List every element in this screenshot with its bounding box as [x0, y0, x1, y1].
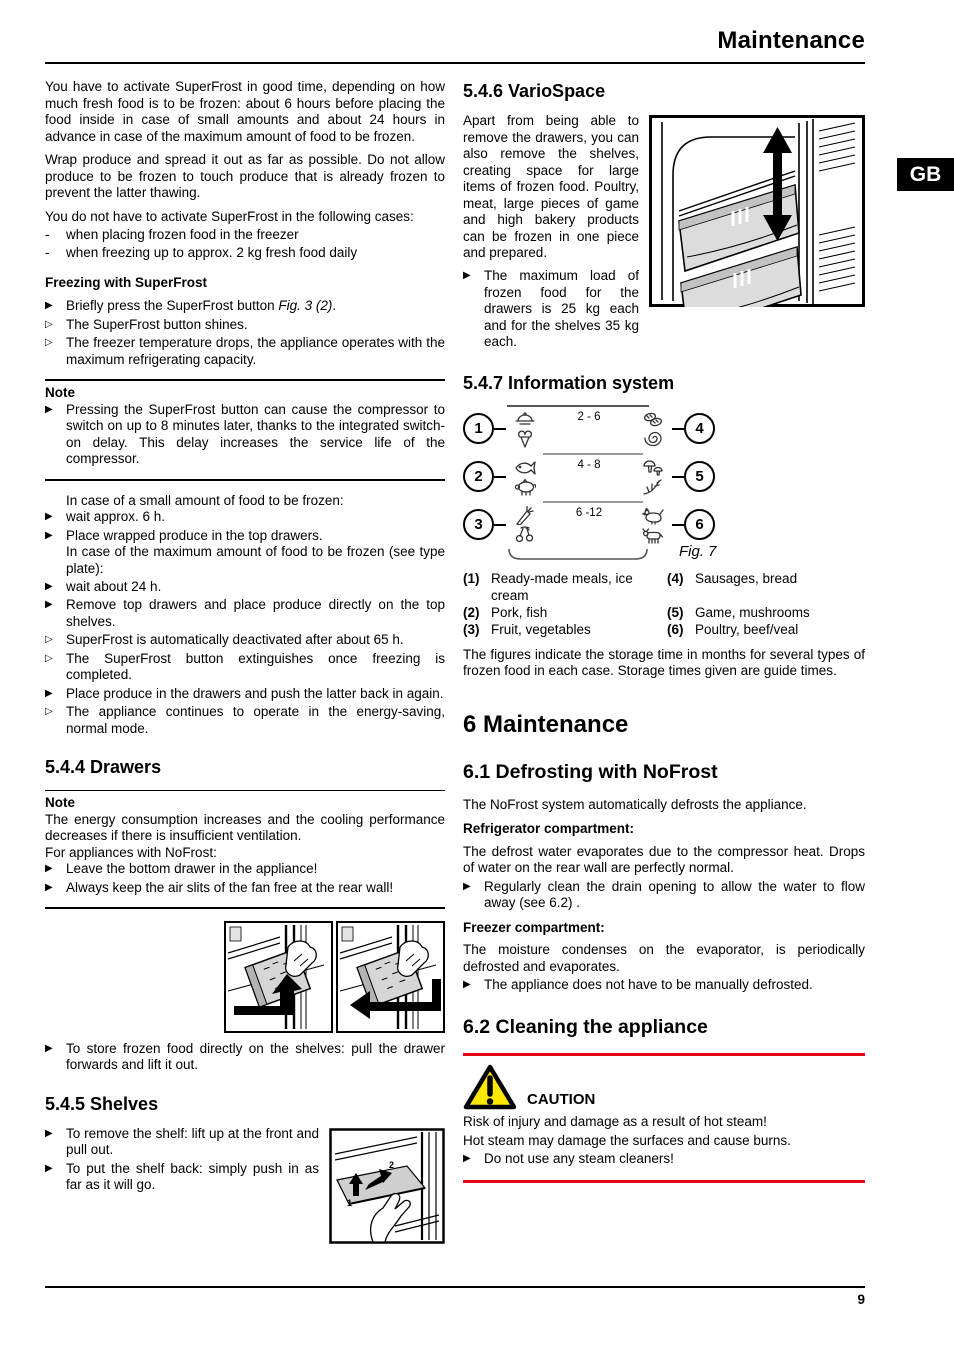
- action-item: ▶ Remove top drawers and place produce directly on the top shelves.: [45, 597, 445, 629]
- action-item: ▶ To put the shelf back: simply push in as far as it will go.: [45, 1160, 319, 1193]
- footer-rule: [45, 1286, 865, 1288]
- action-marker-icon: ▶: [463, 270, 471, 282]
- action-marker-icon: ▶: [45, 687, 53, 699]
- mushrooms-icon: [642, 458, 664, 477]
- legend-item: (1) Ready-made meals, ice cream: [463, 571, 633, 603]
- legend-item: (6) Poultry, beef/veal: [667, 622, 799, 638]
- action-item: ▶ Leave the bottom drawer in the appliance!: [45, 861, 318, 877]
- result-item: ▷ SuperFrost is automatically deactivated after about 65 h.: [45, 632, 404, 648]
- antler-icon: [642, 477, 664, 496]
- legend-item: (5) Game, mushrooms: [667, 604, 810, 620]
- action-marker-icon: ▶: [463, 979, 471, 991]
- dash-marker: -: [45, 245, 50, 261]
- action-marker-icon: ▶: [45, 1042, 53, 1054]
- action-item: ▶ To remove the shelf: lift up at the front and pull out.: [45, 1125, 319, 1158]
- action-item: [45, 298, 445, 314]
- action-text: Place wrapped produce in the top drawers. In case of the maximum amount of food to be frozen (see type plate):: [66, 527, 445, 576]
- circled-number: 4: [684, 413, 715, 444]
- legend-item: (3) Fruit, vegetables: [463, 622, 591, 638]
- cherries-icon: [514, 525, 536, 544]
- pig-icon: [514, 477, 536, 496]
- result-marker-icon: ▷: [45, 652, 53, 664]
- language-badge: GB: [897, 158, 954, 191]
- cattle-icon: [642, 525, 664, 544]
- bread-rolls-icon: [642, 410, 664, 429]
- action-item: ▶ Pressing the SuperFrost button can cause the compressor to switch on up to 8 minutes later, thanks to the integrated switch-on delay. This delay increases the service life of the compressor.: [45, 401, 445, 467]
- action-marker-icon: ▶: [45, 529, 53, 541]
- legend-item: (4) Sausages, bread: [667, 571, 798, 587]
- freezing-heading: Freezing with SuperFrost: [45, 274, 208, 290]
- result-marker-icon: ▷: [45, 337, 53, 349]
- drawer-removal-figure: [224, 921, 445, 1033]
- ice-cream-icon: [514, 429, 536, 448]
- figure-reference: Fig. 3 (2): [278, 298, 333, 314]
- figure-legend: [463, 571, 865, 639]
- paragraph: Wrap produce and spread it out as far as possible. Do not allow produce to be frozen to touch produce that is already frozen to prevent the latter thawing.: [45, 152, 445, 201]
- compartment-label: Refrigerator compartment:: [463, 821, 635, 837]
- variospace-figure: [649, 115, 865, 307]
- action-marker-icon: ▶: [45, 403, 53, 415]
- result-marker-icon: ▷: [45, 706, 53, 718]
- chapter-heading-maintenance: 6 Maintenance: [463, 710, 629, 738]
- action-item: ▶ Do not use any steam cleaners!: [463, 1151, 674, 1167]
- shelf-removal-figure: [329, 1128, 445, 1244]
- action-marker-icon: ▶: [45, 863, 53, 875]
- action-item: ▶ To store frozen food directly on the shelves: pull the drawer forwards and lift it out.: [45, 1040, 445, 1073]
- action-item: ▶ Always keep the air slits of the fan free at the rear wall!: [45, 879, 394, 895]
- carrot-icon: [514, 506, 536, 525]
- diagram-bottom-brace: [507, 548, 649, 561]
- circled-number: 5: [684, 461, 715, 492]
- circled-number: 1: [463, 413, 494, 444]
- action-marker-icon: ▶: [45, 580, 53, 592]
- section-heading-variospace: 5.4.6 VarioSpace: [463, 81, 606, 102]
- action-item: ▶ Place produce in the drawers and push the latter back in again.: [45, 685, 444, 701]
- action-text: Briefly press the SuperFrost button Fig. 3 (2).: [66, 298, 337, 314]
- header-rule: [45, 62, 865, 64]
- poultry-icon: [642, 506, 664, 525]
- action-marker-icon: ▶: [45, 881, 53, 893]
- action-marker-icon: ▶: [45, 599, 53, 611]
- circled-number: 6: [684, 509, 715, 540]
- action-item: ▶ wait about 24 h.: [45, 578, 162, 594]
- fish-icon: [514, 458, 536, 477]
- result-item: ▷ The freezer temperature drops, the appliance operates with the maximum refrigerating capacity.: [45, 335, 445, 367]
- result-marker-icon: ▷: [45, 318, 53, 330]
- result-marker-icon: ▷: [45, 634, 53, 646]
- action-item: ▶ The appliance does not have to be manually defrosted.: [463, 977, 813, 993]
- action-marker-icon: ▶: [463, 1153, 471, 1165]
- svg-text:1: 1: [347, 1197, 353, 1208]
- sausage-coil-icon: [642, 429, 664, 448]
- storage-range: 4 - 8: [577, 458, 601, 471]
- page-number: 9: [857, 1292, 865, 1307]
- ready-meal-icon: [514, 410, 536, 429]
- warning-triangle-icon: [463, 1063, 517, 1111]
- note-block: Note The energy consumption increases and the cooling performance decreases if there is insufficient ventilation. For appliances with NoFrost: ▶ Leave the bottom drawer in the appliance! ▶ Always keep the air slits of the fan free at the rear wall!: [45, 790, 445, 909]
- storage-row-2: [463, 453, 715, 501]
- section-heading-cleaning: 6.2 Cleaning the appliance: [463, 1015, 708, 1038]
- storage-row-3: [463, 501, 715, 549]
- dash-marker: -: [45, 227, 50, 243]
- result-item: ▷ The SuperFrost button extinguishes once freezing is completed.: [45, 650, 445, 683]
- circled-number: 2: [463, 461, 494, 492]
- result-item: ▷ The SuperFrost button shines.: [45, 316, 248, 332]
- note-label: Note: [45, 795, 75, 811]
- step-intro: In case of a small amount of food to be frozen:: [66, 492, 344, 508]
- paragraph: You have to activate SuperFrost in good time, depending on how much fresh food is to be frozen: about 6 hours before placing the food inside in case of small amounts and about 24 hours in advance in case of the maximum amount of food to be frozen.: [45, 79, 445, 144]
- section-heading-drawers: 5.4.4 Drawers: [45, 757, 162, 778]
- storage-range: 6 -12: [575, 506, 603, 519]
- note-block: [45, 379, 445, 480]
- action-item: ▶ Regularly clean the drain opening to allow the water to flow away (see 6.2) .: [463, 878, 865, 911]
- page-title: Maintenance: [717, 27, 865, 54]
- figure-caption: Fig. 7: [679, 542, 717, 560]
- svg-text:2: 2: [389, 1159, 395, 1170]
- storage-range: 2 - 6: [577, 410, 601, 423]
- section-heading-shelves: 5.4.5 Shelves: [45, 1093, 159, 1114]
- section-heading-defrosting: 6.1 Defrosting with NoFrost: [463, 761, 718, 784]
- action-marker-icon: ▶: [463, 880, 471, 892]
- circled-number: 3: [463, 509, 494, 540]
- list-item: - when freezing up to approx. 2 kg fresh food daily: [45, 245, 358, 261]
- paragraph: You do not have to activate SuperFrost in the following cases:: [45, 208, 414, 224]
- caution-label: CAUTION: [527, 1091, 596, 1109]
- note-label: Note: [45, 385, 75, 401]
- action-marker-icon: ▶: [45, 511, 53, 523]
- result-item: ▷ The appliance continues to operate in the energy-saving, normal mode.: [45, 704, 445, 736]
- action-item: [45, 528, 445, 577]
- storage-row-1: [463, 405, 715, 453]
- right-column: 5.4.6 VarioSpace Apart from being able to remove the drawers, you can also remove the shelves, creating space for large items of frozen food. Poultry, meat, large pieces of game and high bakery products can be frozen in one piece and prepared. ▶ The maximum load of frozen food for the drawers is 25 kg each and for the shelves 35 kg each. 5.4.7 Information system 1 2 - 6 4 2 4 - 8 5 3 6 -12 6 Fig. 7 (1) Ready-made meals, ice cream (4) Sausages, bread (2) Pork, fish (5) Game, mushrooms (3) Fruit, vegetables (6) Poultry, beef/veal The figures indicate the storage time in months for several types of frozen food in each case. Storage times given are guide times. 6 Maintenance 6.1 Defrosting with NoFrost The NoFrost system automatically defrosts the appliance. Refrigerator compartment: The defrost water evaporates due to the compressor heat. Drops of water on the rear wall are perfectly normal. ▶ Regularly clean the drain opening to allow the water to flow away (see 6.2) . Freezer compartment: The moisture condenses on the evaporator, is periodically defrosted and evaporates. ▶ The appliance does not have to be manually defrosted. 6.2 Cleaning the appliance CAUTION Risk of injury and damage as a result of hot steam! Hot steam may damage the surfaces and cause burns. ▶ Do not use any steam cleaners!: [463, 79, 865, 1250]
- action-item: ▶ wait approx. 6 h.: [45, 509, 166, 525]
- left-column: [45, 79, 445, 1250]
- compartment-label: Freezer compartment:: [463, 919, 605, 935]
- action-item: ▶ The maximum load of frozen food for the drawers is 25 kg each and for the shelves 35 kg each.: [463, 268, 639, 350]
- action-marker-icon: ▶: [45, 1162, 53, 1174]
- caution-block: CAUTION Risk of injury and damage as a result of hot steam! Hot steam may damage the surfaces and cause burns. ▶ Do not use any steam cleaners!: [463, 1053, 865, 1182]
- action-marker-icon: ▶: [45, 1127, 53, 1139]
- section-heading-information-system: 5.4.7 Information system: [463, 372, 675, 393]
- legend-item: (2) Pork, fish: [463, 604, 548, 620]
- list-item: - when placing frozen food in the freezer: [45, 227, 299, 243]
- information-system-diagram: [463, 405, 715, 549]
- action-marker-icon: ▶: [45, 300, 53, 312]
